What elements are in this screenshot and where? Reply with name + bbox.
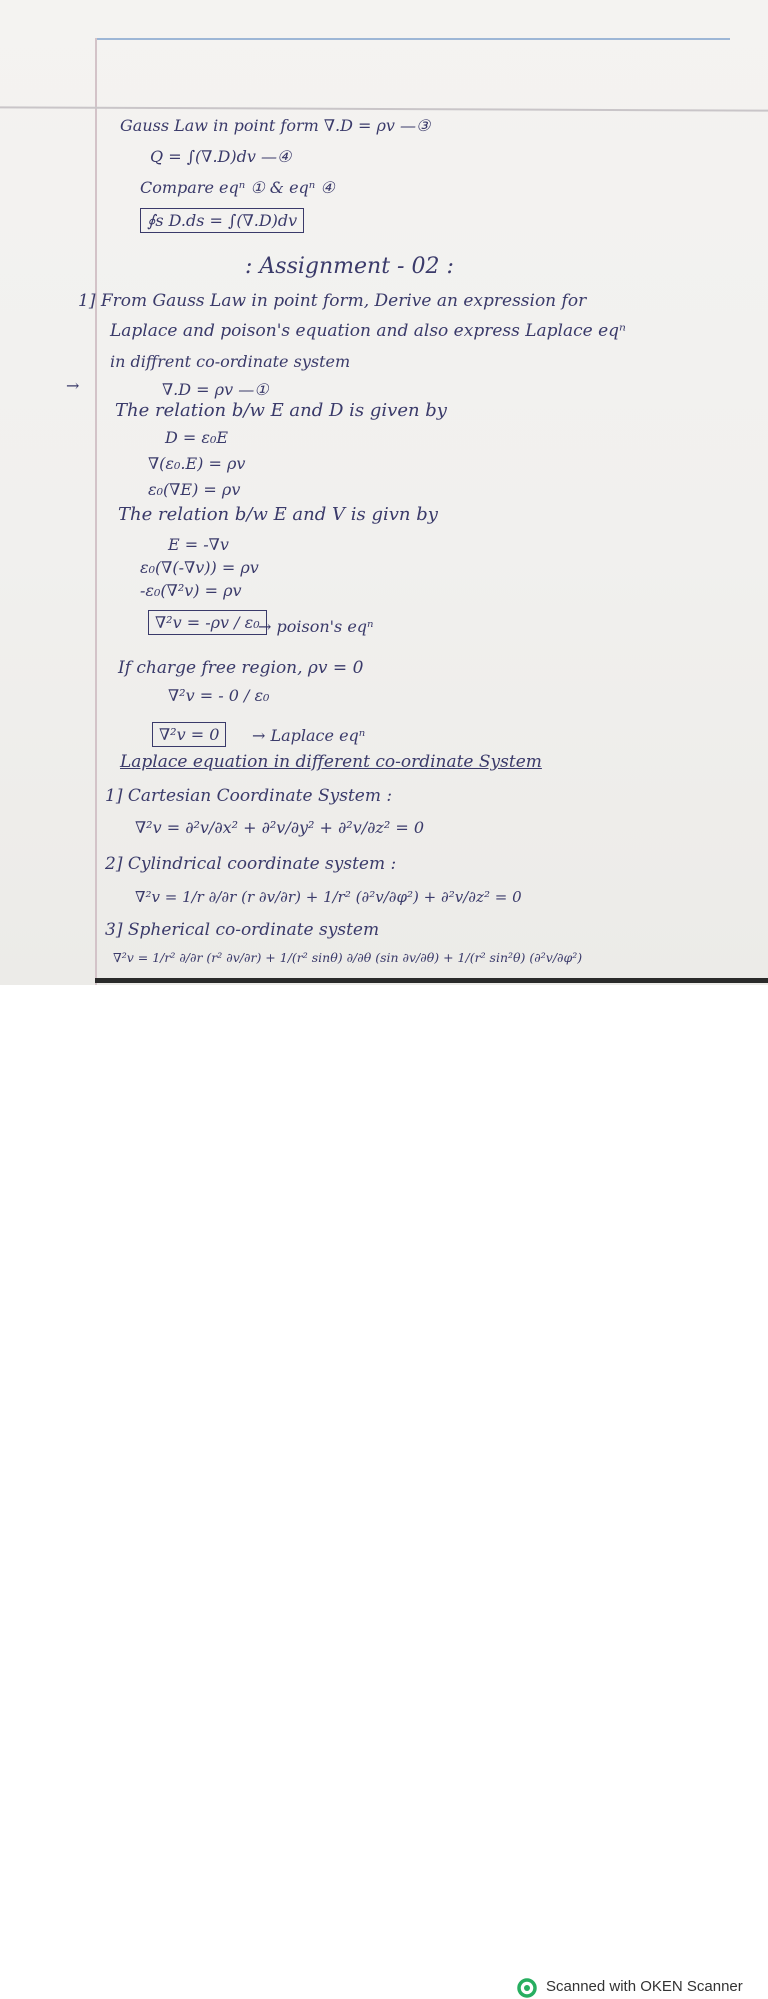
page-bottom-edge xyxy=(95,978,768,983)
answer-line-9: -ε₀(∇²v) = ρv xyxy=(140,581,242,600)
answer-line-1: ∇.D = ρv —① xyxy=(162,380,269,399)
answer-arrow: → xyxy=(66,376,80,395)
answer-line-6: The relation b/w E and V is givn by xyxy=(118,504,438,525)
cartesian-equation: ∇²v = ∂²v/∂x² + ∂²v/∂y² + ∂²v/∂z² = 0 xyxy=(135,818,425,837)
spherical-equation: ∇²v = 1/r² ∂/∂r (r² ∂v/∂r) + 1/(r² sinθ) ∂/∂θ (sin ∂v/∂θ) + 1/(r² sin²θ) (∂²v/∂φ²) xyxy=(113,950,583,965)
margin-line xyxy=(95,38,97,985)
assignment-title: : Assignment - 02 : xyxy=(245,254,454,279)
cylindrical-heading: 2] Cylindrical coordinate system : xyxy=(105,854,397,874)
poisson-label: → poison's eqⁿ xyxy=(258,617,374,636)
answer-line-8: ε₀(∇(-∇v)) = ρv xyxy=(140,558,259,577)
scanner-footer xyxy=(0,985,768,1995)
spherical-heading: 3] Spherical co-ordinate system xyxy=(105,920,380,940)
oken-scanner-logo-icon xyxy=(516,1977,538,1999)
poisson-equation-box: ∇²v = -ρv / ε₀ xyxy=(148,610,267,635)
answer-line-4: ∇(ε₀.E) = ρv xyxy=(148,454,246,473)
laplace-equation-box: ∇²v = 0 xyxy=(152,722,226,747)
section-heading: Laplace equation in different co-ordinate System xyxy=(120,752,542,772)
notebook-page xyxy=(0,0,768,985)
scanner-watermark-text: Scanned with OKEN Scanner xyxy=(546,1978,743,1995)
answer-line-7: E = -∇v xyxy=(168,535,229,554)
answer-line-11: ∇²v = - 0 / ε₀ xyxy=(168,686,270,705)
gauss-integral-result: ∮s D.ds = ∫(∇.D)dv xyxy=(140,208,304,233)
answer-line-5: ε₀(∇E) = ρv xyxy=(148,480,241,499)
note-line-3: Compare eqⁿ ① & eqⁿ ④ xyxy=(140,178,335,197)
answer-line-10: If charge free region, ρv = 0 xyxy=(118,658,364,678)
cartesian-heading: 1] Cartesian Coordinate System : xyxy=(105,786,393,806)
note-line-1: Gauss Law in point form ∇.D = ρv —③ xyxy=(120,116,431,135)
question-line-3: in diffrent co-ordinate system xyxy=(110,352,351,371)
question-line-1: 1] From Gauss Law in point form, Derive an expression for xyxy=(78,291,587,311)
laplace-label: → Laplace eqⁿ xyxy=(252,726,366,745)
answer-line-2: The relation b/w E and D is given by xyxy=(115,400,447,421)
cylindrical-equation: ∇²v = 1/r ∂/∂r (r ∂v/∂r) + 1/r² (∂²v/∂φ²) + ∂²v/∂z² = 0 xyxy=(135,888,522,906)
header-rule xyxy=(0,106,768,111)
note-line-2: Q = ∫(∇.D)dv —④ xyxy=(150,147,292,166)
page-top-rule xyxy=(95,38,730,40)
answer-line-3: D = ε₀E xyxy=(165,428,229,447)
question-line-2: Laplace and poison's equation and also express Laplace eqⁿ xyxy=(110,321,626,341)
